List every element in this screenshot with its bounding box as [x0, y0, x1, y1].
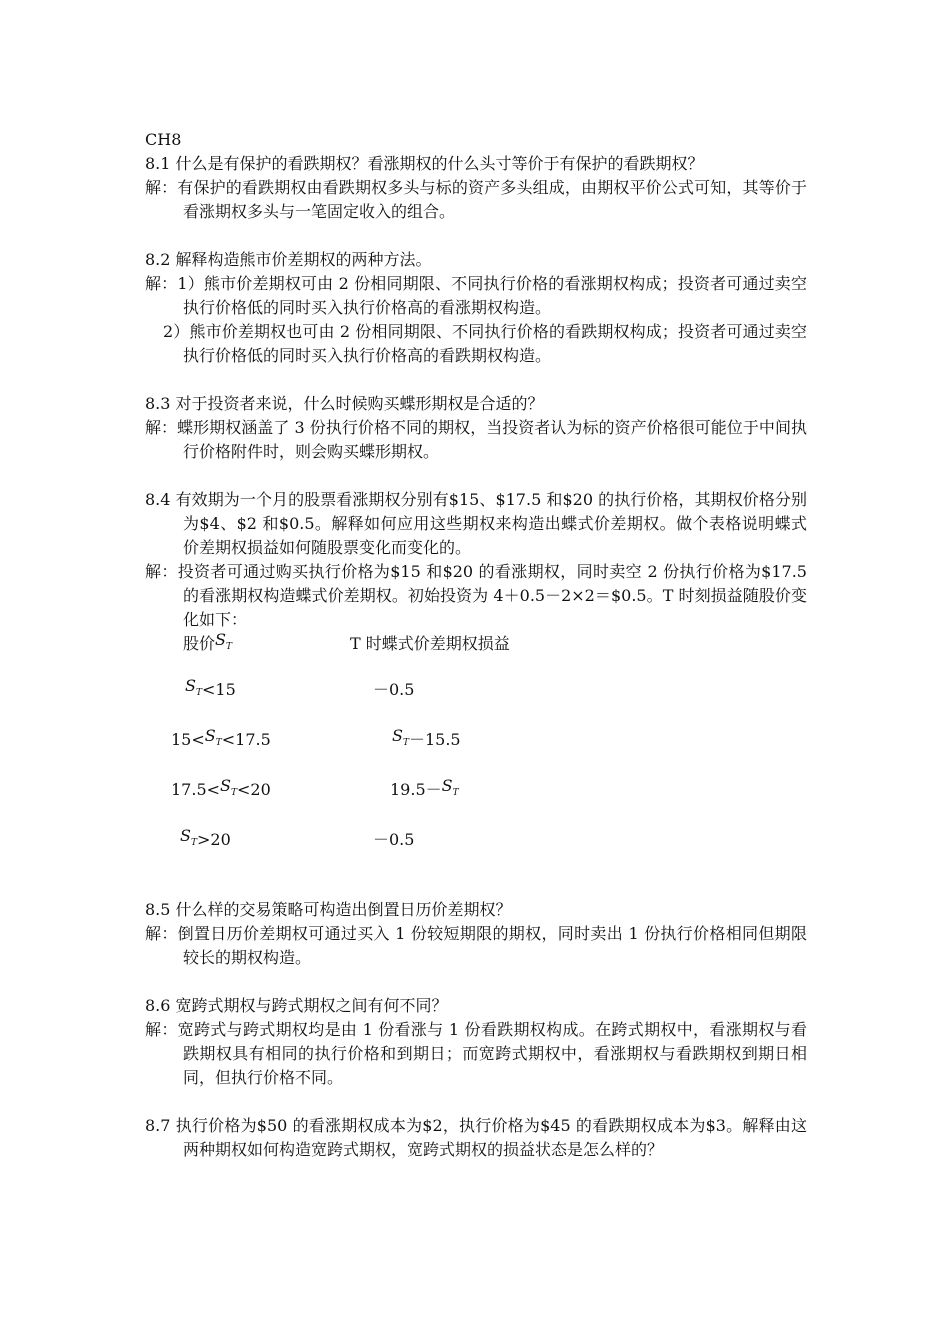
table-col2-header: T 时蝶式价差期权损益	[350, 634, 510, 653]
table-cell-price: $S_T>20$	[180, 826, 231, 849]
table-row	[145, 716, 807, 766]
table-cell-payoff: $19.5-S_T$	[390, 776, 459, 799]
question-8-6: 8.6 宽跨式期权与跨式期权之间有何不同？	[145, 996, 448, 1015]
document-page	[145, 128, 807, 1162]
answer-8-5: 解：倒置日历价差期权可通过买入 1 份较短期限的期权，同时卖出 1 份执行价格相同但期限较长的期权构造。	[145, 924, 807, 967]
table-col1-header: 股价$S_T$	[183, 630, 232, 653]
answer-8-1: 解：有保护的看跌期权由看跌期权多头与标的资产多头组成，由期权平价公式可知，其等价于看涨期权多头与一笔固定收入的组合。	[145, 178, 807, 221]
spacer	[145, 970, 807, 994]
table-cell-payoff: －0.5	[373, 830, 415, 849]
spacer	[145, 464, 807, 488]
answer-8-4: 解：投资者可通过购买执行价格为$15 和$20 的看涨期权，同时卖空 2 份执行价格为$17.5 的看涨期权构造蝶式价差期权。初始投资为 4＋0.5－2×2＝$0.5。T 时刻损益随股价变化如下：	[145, 562, 807, 629]
table-cell-payoff: －0.5	[373, 680, 415, 699]
question-8-5: 8.5 什么样的交易策略可构造出倒置日历价差期权？	[145, 900, 512, 919]
table-row	[145, 816, 807, 866]
answer-8-2-part1: 解：1）熊市价差期权可由 2 份相同期限、不同执行价格的看涨期权构成；投资者可通过卖空执行价格低的同时买入执行价格高的看涨期权构造。	[145, 274, 807, 317]
table-cell-price: $S_T<15$	[185, 676, 236, 699]
table-cell-payoff: $S_T-15.5$	[392, 726, 461, 749]
spacer	[145, 224, 807, 248]
table-cell-price: $17.5<S_T<20$	[171, 776, 271, 799]
answer-8-6: 解：宽跨式与跨式期权均是由 1 份看涨与 1 份看跌期权构成。在跨式期权中，看涨期权与看跌期权具有相同的执行价格和到期日；而宽跨式期权中，看涨期权与看跌期权到期日相同，但执行价格不同。	[145, 1020, 807, 1087]
table-row	[145, 766, 807, 816]
answer-8-2-part2: 2）熊市价差期权也可由 2 份相同期限、不同执行价格的看跌期权构成；投资者可通过卖空执行价格低的同时买入执行价格高的看跌期权构造。	[163, 322, 807, 365]
table-row	[145, 666, 807, 716]
question-8-3: 8.3 对于投资者来说，什么时候购买蝶形期权是合适的？	[145, 394, 544, 413]
answer-8-3: 解：蝶形期权涵盖了 3 份执行价格不同的期权，当投资者认为标的资产价格很可能位于中间执行价格附件时，则会购买蝶形期权。	[145, 418, 807, 461]
table-cell-price: $15<S_T<17.5$	[171, 726, 271, 749]
spacer	[145, 368, 807, 392]
question-8-1: 8.1 什么是有保护的看跌期权？看涨期权的什么头寸等价于有保护的看跌期权？	[145, 154, 704, 173]
chapter-heading: CH8	[145, 130, 182, 149]
spacer	[145, 1090, 807, 1114]
question-8-7: 8.7 执行价格为$50 的看涨期权成本为$2，执行价格为$45 的看跌期权成本为$3。解释由这两种期权如何构造宽跨式期权，宽跨式期权的损益状态是怎么样的？	[145, 1116, 807, 1159]
question-8-4: 8.4 有效期为一个月的股票看涨期权分别有$15、$17.5 和$20 的执行价格，其期权价格分别为$4、$2 和$0.5。解释如何应用这些期权来构造出蝶式价差期权。做个表格说明蝶式价差期权损益如何随股票变化而变化的。	[145, 490, 807, 557]
payoff-table-header	[145, 632, 807, 656]
question-8-2: 8.2 解释构造熊市价差期权的两种方法。	[145, 250, 432, 269]
